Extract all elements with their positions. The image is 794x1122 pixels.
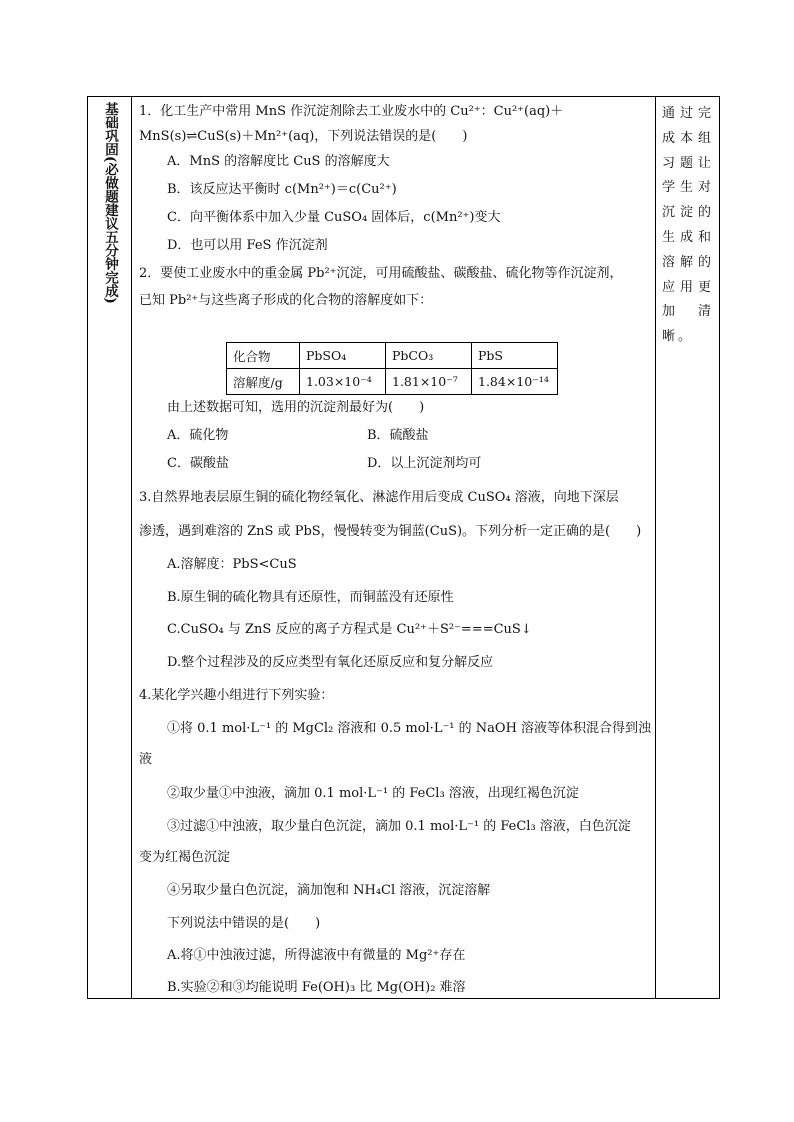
q3-option-b: B.原生铜的硫化物具有还原性，而铜蓝没有还原性 bbox=[167, 590, 454, 605]
q2-option-a: A．硫化物 bbox=[167, 428, 229, 443]
q3-option-d: D.整个过程涉及的反应类型有氧化还原反应和复分解反应 bbox=[167, 655, 494, 670]
q3-option-c: C.CuSO₄ 与 ZnS 反应的离子方程式是 Cu²⁺＋S²⁻===CuS↓ bbox=[167, 622, 532, 637]
q3-line2: 渗透，遇到难溶的 ZnS 或 PbS，慢慢转变为铜蓝(CuS)。下列分析一定正确的是( ) bbox=[139, 524, 642, 539]
q2-option-b: B．硫酸盐 bbox=[367, 428, 429, 443]
table-cell: 1.81×10⁻⁷ bbox=[386, 369, 472, 395]
q4-line1: 4.某化学兴趣小组进行下列实验： bbox=[139, 688, 334, 703]
q2-line1: 2．要使工业废水中的重金属 Pb²⁺沉淀，可用硫酸盐、碳酸盐、硫化物等作沉淀剂， bbox=[139, 266, 623, 281]
q1-line1: 1．化工生产中常用 MnS 作沉淀剂除去工业废水中的 Cu²⁺：Cu²⁺(aq)＋ bbox=[139, 104, 564, 119]
q4-step1-line2: 液 bbox=[139, 752, 153, 767]
table-cell: PbS bbox=[472, 343, 558, 369]
side-label: 基础巩固(必做题建议五分钟完成) bbox=[102, 102, 118, 304]
table-cell: PbCO₃ bbox=[386, 343, 472, 369]
table-cell: 化合物 bbox=[227, 343, 300, 369]
q3-line1: 3.自然界地表层原生铜的硫化物经氧化、淋滤作用后变成 CuSO₄ 溶液，向地下深层 bbox=[139, 490, 619, 505]
q2-option-c: C．碳酸盐 bbox=[167, 456, 229, 471]
side-label-cell bbox=[87, 96, 132, 999]
column-divider-right bbox=[655, 96, 656, 999]
table-cell: PbSO₄ bbox=[300, 343, 386, 369]
q1-option-a: A．MnS 的溶解度比 CuS 的溶解度大 bbox=[167, 154, 390, 169]
q1-option-d: D．也可以用 FeS 作沉淀剂 bbox=[167, 238, 328, 253]
table-cell: 1.03×10⁻⁴ bbox=[300, 369, 386, 395]
table-cell: 溶解度/g bbox=[227, 369, 300, 395]
q4-step4: ④另取少量白色沉淀，滴加饱和 NH₄Cl 溶液，沉淀溶解 bbox=[167, 883, 491, 898]
q1-option-b: B．该反应达平衡时 c(Mn²⁺)＝c(Cu²⁺) bbox=[167, 182, 397, 197]
solubility-table bbox=[226, 342, 558, 395]
table-cell: 1.84×10⁻¹⁴ bbox=[472, 369, 558, 395]
q4-option-a: A.将①中浊液过滤，所得滤液中有微量的 Mg²⁺存在 bbox=[167, 948, 466, 963]
table-row bbox=[227, 369, 558, 395]
teaching-note: 通过完成本组习题让学生对沉淀的生成和溶解的应用更加清晰。 bbox=[662, 106, 714, 345]
q1-line2: MnS(s)⇌CuS(s)＋Mn²⁺(aq)，下列说法错误的是( ) bbox=[139, 129, 468, 144]
table-header-row bbox=[227, 343, 558, 369]
q1-option-c: C．向平衡体系中加入少量 CuSO₄ 固体后，c(Mn²⁺)变大 bbox=[167, 210, 501, 225]
q4-stem: 下列说法中错误的是( ) bbox=[167, 916, 321, 931]
q2-stem: 由上述数据可知，选用的沉淀剂最好为( ) bbox=[167, 400, 425, 415]
q4-step3-line2: 变为红褐色沉淀 bbox=[139, 850, 231, 865]
q4-option-b: B.实验②和③均能说明 Fe(OH)₃ 比 Mg(OH)₂ 难溶 bbox=[167, 980, 466, 995]
q4-step1-line1: ①将 0.1 mol·L⁻¹ 的 MgCl₂ 溶液和 0.5 mol·L⁻¹ 的 NaOH 溶液等体积混合得到浊 bbox=[167, 721, 652, 736]
q4-step2: ②取少量①中浊液，滴加 0.1 mol·L⁻¹ 的 FeCl₃ 溶液，出现红褐色沉淀 bbox=[167, 786, 579, 801]
q2-line2: 已知 Pb²⁺与这些离子形成的化合物的溶解度如下： bbox=[139, 293, 433, 308]
q2-option-d: D．以上沉淀剂均可 bbox=[367, 456, 482, 471]
q3-option-a: A.溶解度：PbS<CuS bbox=[167, 557, 297, 572]
q4-step3-line1: ③过滤①中浊液，取少量白色沉淀，滴加 0.1 mol·L⁻¹ 的 FeCl₃ 溶液，白色沉淀 bbox=[167, 819, 631, 834]
